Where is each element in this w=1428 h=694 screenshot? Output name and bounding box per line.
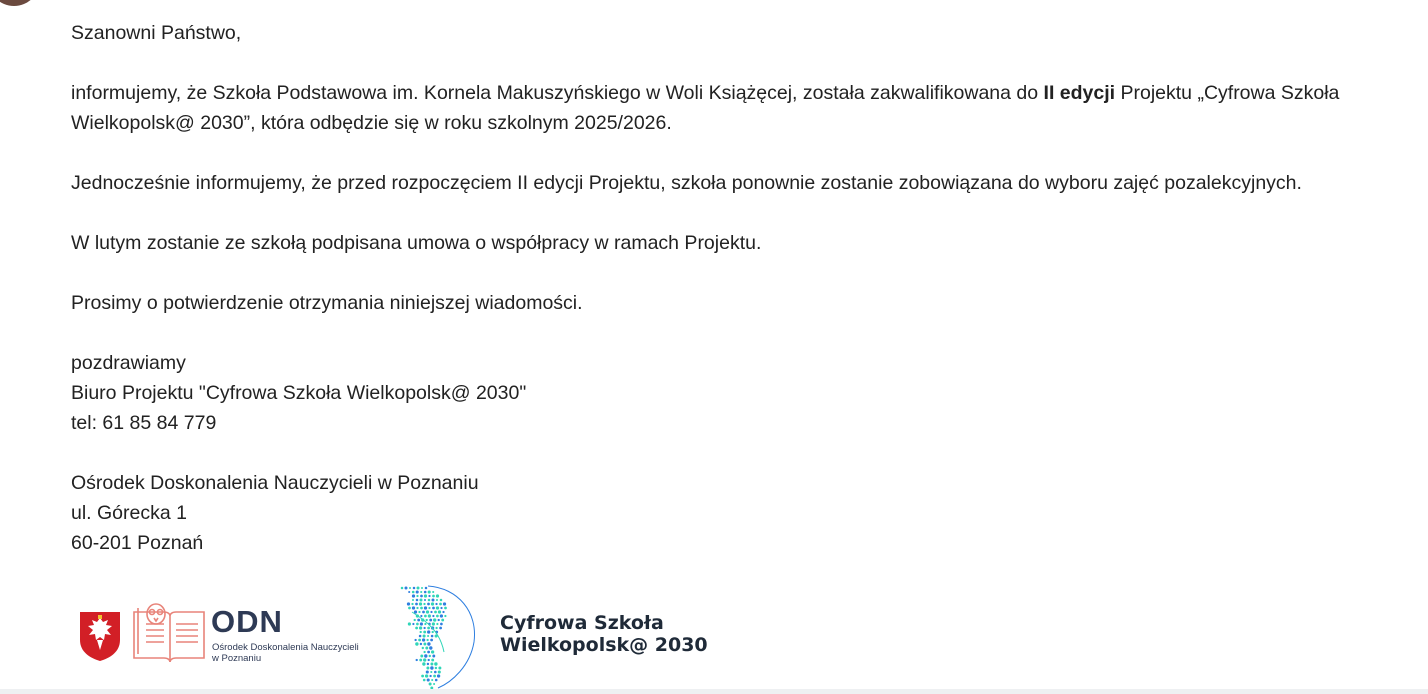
map-dot xyxy=(420,615,422,617)
map-dot xyxy=(430,671,432,673)
map-dot xyxy=(418,611,420,613)
map-dot xyxy=(421,587,423,589)
map-dot xyxy=(435,627,437,629)
map-dot xyxy=(434,671,437,674)
map-dot xyxy=(419,598,422,601)
map-dot xyxy=(430,639,433,642)
map-dot xyxy=(444,615,446,617)
map-dot xyxy=(430,663,433,666)
map-dot xyxy=(428,599,431,602)
map-dot xyxy=(425,587,428,590)
map-dot xyxy=(437,674,440,677)
address-street: ul. Górecka 1 xyxy=(71,502,187,524)
map-dot xyxy=(438,667,441,670)
map-dot xyxy=(427,603,430,606)
map-dot xyxy=(423,643,426,646)
map-dot xyxy=(412,594,415,597)
map-dot xyxy=(416,599,419,602)
wielkopolska-emblem-icon xyxy=(78,610,122,662)
map-dot xyxy=(424,599,426,601)
map-dot xyxy=(432,595,435,598)
map-dot xyxy=(416,623,419,626)
csw-logo-line1: Cyfrowa Szkoła xyxy=(500,612,664,634)
map-dot xyxy=(436,606,439,609)
odn-logo-subtitle-line2: w Poznaniu xyxy=(212,653,262,664)
map-dot xyxy=(439,627,442,630)
map-dot xyxy=(443,602,446,605)
map-dot xyxy=(433,683,435,685)
map-dot xyxy=(436,615,439,618)
map-dot xyxy=(415,642,418,645)
map-dot xyxy=(440,599,443,602)
map-dot xyxy=(427,642,430,645)
map-dot xyxy=(441,619,444,622)
paragraph-qualification-text-2: Projektu „Cyfrowa Szkoła Wielkopolsk@ 2030”, która odbędzie się w roku szkolnym 2025/2026. xyxy=(71,82,1340,134)
paragraph-qualification-text-1: informujemy, że Szkoła Podstawowa im. Kornela Makuszyńskiego w Woli Książęcej, została zakwalifikowana do xyxy=(71,82,1044,104)
map-dot xyxy=(442,611,444,613)
map-dot xyxy=(433,675,436,678)
map-dot xyxy=(423,631,426,634)
map-dot xyxy=(424,594,427,597)
map-dot xyxy=(431,650,434,653)
map-dot xyxy=(416,607,418,609)
map-dot xyxy=(429,619,432,622)
map-dot xyxy=(432,655,435,658)
map-dot xyxy=(416,590,419,593)
map-dot xyxy=(420,655,423,658)
map-dot xyxy=(417,587,420,590)
map-dot xyxy=(429,655,431,657)
signature-phone: tel: 61 85 84 779 xyxy=(71,412,217,434)
map-dot xyxy=(429,682,432,685)
map-dot xyxy=(421,675,424,678)
map-dot xyxy=(418,639,421,642)
map-dot xyxy=(423,679,426,682)
map-dot xyxy=(420,631,422,633)
paragraph-agreement: W lutym zostanie ze szkołą podpisana umowa o współpracy w ramach Projektu. xyxy=(71,232,762,254)
map-dot xyxy=(436,594,439,597)
odn-logo-subtitle-line1: Ośrodek Doskonalenia Nauczycieli xyxy=(212,642,359,653)
map-dot xyxy=(436,623,438,625)
map-dot xyxy=(435,603,437,605)
map-dot xyxy=(432,631,434,633)
map-dot xyxy=(405,587,408,590)
map-dot xyxy=(422,647,424,649)
map-dot xyxy=(438,610,441,613)
map-dot xyxy=(434,611,437,614)
map-dot xyxy=(427,678,430,681)
map-dot xyxy=(413,587,416,590)
map-dot xyxy=(428,614,431,617)
map-dot xyxy=(429,675,431,677)
map-dot xyxy=(431,659,434,662)
email-body xyxy=(71,18,1391,588)
map-dot xyxy=(428,659,430,661)
address-institution: Ośrodek Doskonalenia Nauczycieli w Poznaniu xyxy=(71,472,479,494)
map-dot xyxy=(431,598,434,601)
map-dot xyxy=(438,670,441,673)
map-dot xyxy=(426,619,428,621)
map-dot xyxy=(411,603,413,605)
map-dot xyxy=(435,679,438,682)
map-dot xyxy=(420,595,423,598)
map-dot xyxy=(401,587,404,590)
map-dot xyxy=(428,607,430,609)
map-dot xyxy=(419,659,422,662)
map-dot xyxy=(440,614,443,617)
map-dot xyxy=(424,623,426,625)
map-dot xyxy=(414,619,416,621)
map-dot xyxy=(416,595,418,597)
map-dot xyxy=(423,651,425,653)
map-dot xyxy=(427,651,430,654)
map-dot xyxy=(422,611,425,614)
map-dot xyxy=(419,602,422,605)
footer-logos xyxy=(76,582,716,692)
map-dot xyxy=(438,619,440,621)
map-dot xyxy=(427,630,430,633)
map-dot xyxy=(425,647,428,650)
map-dot xyxy=(424,615,427,618)
map-dot xyxy=(424,591,427,594)
map-dot xyxy=(427,663,429,665)
map-dot xyxy=(436,599,438,601)
map-dot xyxy=(412,599,414,601)
map-dot xyxy=(427,627,430,630)
map-dot xyxy=(435,667,437,669)
map-dot xyxy=(432,607,435,610)
map-dot xyxy=(444,607,447,610)
map-dot xyxy=(440,607,442,609)
map-dot xyxy=(415,627,418,630)
map-dot xyxy=(408,607,411,610)
map-dot xyxy=(420,643,422,645)
map-dot xyxy=(429,646,432,649)
address-city: 60-201 Poznań xyxy=(71,532,204,554)
map-dot xyxy=(423,627,425,629)
map-dot xyxy=(412,606,415,609)
map-dot xyxy=(426,670,429,673)
map-dot xyxy=(428,590,431,593)
csw-logo-line2: Wielkopolsk@ 2030 xyxy=(500,634,708,656)
map-dot xyxy=(419,626,422,629)
map-dot xyxy=(420,591,422,593)
odn-logo-title: ODN xyxy=(211,604,283,639)
map-dot xyxy=(419,635,422,638)
address-block xyxy=(71,468,1391,558)
map-dot xyxy=(408,622,411,625)
map-dot xyxy=(423,658,426,661)
map-dot xyxy=(432,622,435,625)
map-dot xyxy=(430,666,433,669)
map-dot xyxy=(422,662,425,665)
signature xyxy=(71,348,1391,438)
map-dot xyxy=(428,595,430,597)
odn-logo-subtitle xyxy=(212,642,359,664)
map-dot xyxy=(424,654,427,657)
cyfrowa-szkola-map-icon xyxy=(398,582,488,690)
map-dot xyxy=(408,591,410,593)
map-dot xyxy=(415,603,418,606)
signature-closing: pozdrawiamy xyxy=(71,352,186,374)
map-dot xyxy=(409,587,411,589)
map-dot xyxy=(434,662,437,665)
edition-bold: II edycji xyxy=(1043,82,1116,104)
map-dot xyxy=(420,622,423,625)
map-dot xyxy=(412,591,415,594)
map-dot xyxy=(422,638,425,641)
map-dot xyxy=(412,623,414,625)
signature-office: Biuro Projektu "Cyfrowa Szkoła Wielkopolsk@ 2030" xyxy=(71,382,527,404)
map-dot xyxy=(425,674,428,677)
map-dot xyxy=(426,639,428,641)
map-dot xyxy=(432,615,434,617)
map-dot xyxy=(424,606,427,609)
paragraph-confirmation: Prosimy o potwierdzenie otrzymania niniejszej wiadomości. xyxy=(71,292,583,314)
map-dot xyxy=(414,639,416,641)
paragraph-activities: Jednocześnie informujemy, że przed rozpoczęciem II edycji Projektu, szkoła ponownie zostanie zobowiązana do wyboru zajęć pozalekcyjnych. xyxy=(71,172,1302,194)
map-dot xyxy=(420,607,423,610)
map-dot xyxy=(431,635,434,638)
map-dot xyxy=(416,659,418,661)
greeting: Szanowni Państwo, xyxy=(71,22,242,44)
map-dot xyxy=(417,619,420,622)
map-dot xyxy=(426,667,429,670)
map-dot xyxy=(430,611,432,613)
map-dot xyxy=(407,602,410,605)
paragraph-qualification xyxy=(71,78,1391,138)
map-dot xyxy=(432,591,434,593)
map-dot xyxy=(426,610,429,613)
map-dot xyxy=(431,679,433,681)
map-dot xyxy=(431,602,434,605)
map-dot xyxy=(440,623,443,626)
sender-avatar[interactable] xyxy=(0,0,40,6)
map-dot xyxy=(423,603,425,605)
map-dot xyxy=(423,634,426,637)
map-dot xyxy=(433,618,436,621)
map-dot xyxy=(427,635,429,637)
map-dot xyxy=(439,603,442,606)
cyfrowa-szkola-logo-text xyxy=(500,612,708,656)
bottom-divider xyxy=(0,689,1428,694)
